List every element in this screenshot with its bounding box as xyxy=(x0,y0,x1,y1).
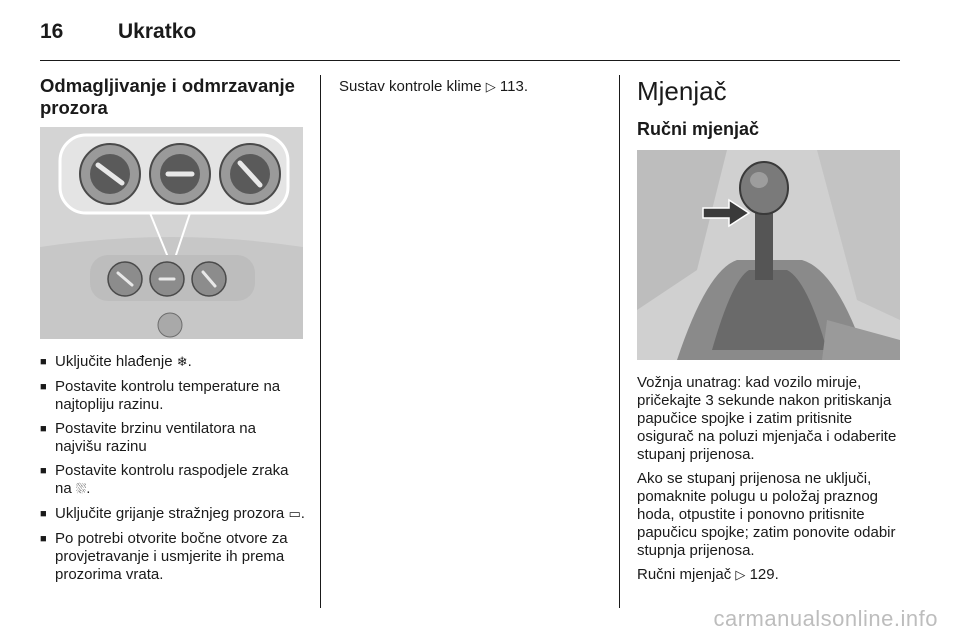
gear-lever-illustration xyxy=(637,150,900,360)
header-rule xyxy=(40,60,900,61)
chapter-title: Ukratko xyxy=(118,20,197,43)
step-rear-heating: ■ Uključite grijanje stražnjeg prozora ▭. xyxy=(40,505,305,524)
rear-window-heating-icon: ▭ xyxy=(288,507,301,522)
right-column xyxy=(637,76,901,591)
climate-control-reference: Sustav kontrole klime ▷ 113. xyxy=(339,78,528,95)
gear-not-engaged-paragraph: Ako se stupanj prijenosa ne uključi, pomaknite polugu u položaj praznog hoda, otpustite i ponovno pritisnite papučicu spojke; zatim ponovite odabir stupnja prijenosa. xyxy=(637,470,896,559)
step-side-vents: ■ Po potrebi otvorite bočne otvore za provjetravanje i usmjerite ih prema prozorima vrata. xyxy=(40,530,305,584)
subheading-manual-transmission: Ručni mjenjač xyxy=(637,119,760,139)
column-divider-2 xyxy=(619,75,620,608)
step-air-distribution: ■ Postavite kontrolu raspodjele zraka na ⛆. xyxy=(40,462,305,499)
gear-lever-drawing xyxy=(637,150,900,360)
page-ref-arrow-icon: ▷ xyxy=(735,568,746,583)
step-temperature: ■ Postavite kontrolu temperature na najtopliju razinu. xyxy=(40,378,305,414)
page-number: 16 xyxy=(40,20,64,43)
reverse-gear-paragraph: Vožnja unatrag: kad vozilo miruje, pričekajte 3 sekunde nakon pritiskanja papučice spojke i zatim pritisnite osigurač na poluzi mjenjača i odaberite stupanj prijenosa. xyxy=(637,374,897,463)
step-cooling: ■ Uključite hlađenje ❄. xyxy=(40,353,305,372)
middle-column xyxy=(339,78,604,103)
left-column xyxy=(40,75,305,590)
defrost-steps xyxy=(40,353,305,584)
climate-controls-illustration xyxy=(40,127,303,339)
page-ref-arrow-icon: ▷ xyxy=(485,80,496,95)
section-heading-transmission: Mjenjač xyxy=(637,76,727,106)
column-divider-1 xyxy=(320,75,321,608)
snowflake-icon: ❄ xyxy=(176,355,188,370)
section-heading-defrost: Odmagljivanje i odmrzavanje prozora xyxy=(40,75,295,118)
step-fan-speed: ■ Postavite brzinu ventilatora na najvišu razinu xyxy=(40,420,305,456)
windscreen-airflow-icon: ⛆ xyxy=(75,482,87,497)
climate-controls-drawing xyxy=(40,127,303,339)
manual-transmission-reference: Ručni mjenjač ▷ 129. xyxy=(637,566,779,583)
watermark: carmanualsonline.info xyxy=(713,606,938,631)
